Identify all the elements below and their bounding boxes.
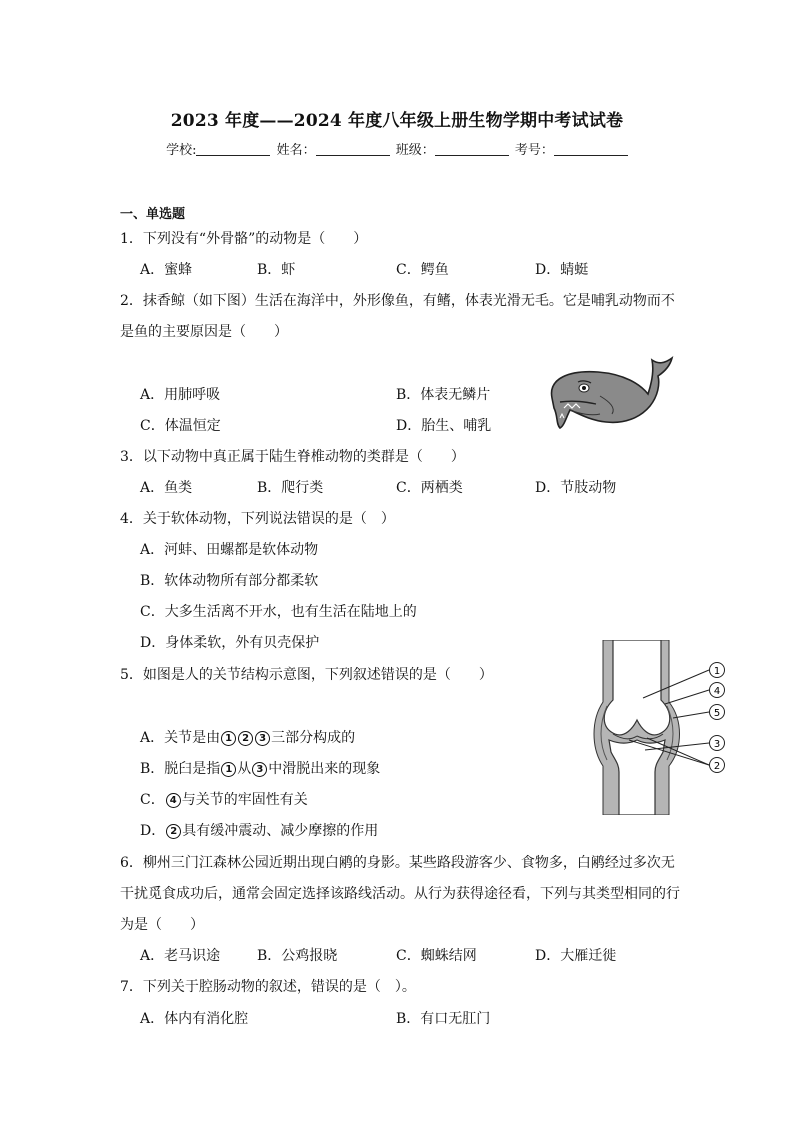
name-label: 姓名： [276,143,316,158]
q5-option-a[interactable]: A．关节是由 1 2 3 三部分构成的 [140,730,356,746]
student-info-line [0,139,794,158]
joint-label-4 [710,683,725,698]
joint-label-1 [710,663,725,678]
q5-option-b[interactable]: B．脱臼是指 1 从 3 中滑脱出来的现象 [140,761,381,777]
q6-option-b[interactable]: B．公鸡报晓 [257,948,338,964]
section-heading: 一、单选题 [120,207,186,222]
exam-number-label: 考号： [514,143,554,158]
exam-title: 2023 年度——2024 年度八年级上册生物学期中考试试卷 [170,111,624,131]
svg-text:2: 2 [713,761,721,772]
q4-option-b[interactable]: B．软体动物所有部分都柔软 [140,573,319,589]
question-1-stem: 1．下列没有“外骨骼”的动物是（ ） [120,231,368,247]
q6-option-d[interactable]: D．大雁迁徙 [535,948,617,964]
class-blank[interactable] [435,143,509,156]
q5-option-c[interactable]: C． 4 与关节的牢固性有关 [140,792,308,808]
q3-option-c[interactable]: C．两栖类 [396,480,463,496]
joint-label-5 [710,705,725,720]
question-4-stem: 4．关于软体动物，下列说法错误的是（ ） [120,511,395,527]
svg-text:3: 3 [713,739,721,750]
q5-option-d[interactable]: D． 2 具有缓冲震动、减少摩擦的作用 [140,823,379,839]
svg-text:5: 5 [713,708,721,719]
svg-text:1: 1 [713,666,721,677]
q1-option-c[interactable]: C．鳄鱼 [396,262,449,278]
name-blank[interactable] [316,143,390,156]
q3-option-d[interactable]: D．节肢动物 [535,480,617,496]
q2-option-d[interactable]: D．胎生、哺乳 [396,418,492,434]
question-6-stem-line-1: 6．柳州三门江森林公园近期出现白鹇的身影。某些路段游客少、食物多，白鹇经过多次无 [120,855,675,871]
q6-option-c[interactable]: C．蜘蛛结网 [396,948,477,964]
q2-option-a[interactable]: A．用肺呼吸 [140,387,221,403]
question-2-stem-line-1: 2．抹香鲸（如下图）生活在海洋中，外形像鱼，有鳍，体表光滑无毛。它是哺乳动物而不 [120,293,675,309]
question-3-stem: 3．以下动物中真正属于陆生脊椎动物的类群是（ ） [120,449,465,465]
q1-option-b[interactable]: B．虾 [257,262,296,278]
q4-option-a[interactable]: A．河蚌、田螺都是软体动物 [140,542,319,558]
q1-option-d[interactable]: D．蜻蜓 [535,262,589,278]
q7-option-b[interactable]: B．有口无肛门 [396,1011,491,1027]
knee-joint-diagram [585,640,735,815]
svg-text:4: 4 [713,686,721,697]
school-label: 学校: [166,143,197,158]
question-6-stem-line-3: 为是（ ） [120,917,204,933]
class-label: 班级： [395,143,435,158]
q4-option-c[interactable]: C．大多生活离不开水，也有生活在陆地上的 [140,604,417,620]
sperm-whale-icon [540,352,675,434]
question-2-stem-line-2: 是鱼的主要原因是（ ） [120,324,288,340]
exam-number-blank[interactable] [554,143,628,156]
school-blank[interactable] [196,143,270,156]
q1-option-a[interactable]: A．蜜蜂 [140,262,193,278]
q4-option-d[interactable]: D．身体柔软，外有贝壳保护 [140,635,320,651]
q6-option-a[interactable]: A．老马识途 [140,948,221,964]
q3-option-b[interactable]: B．爬行类 [257,480,324,496]
joint-label-2 [710,758,725,773]
joint-label-3 [710,736,725,751]
q3-option-a[interactable]: A．鱼类 [140,480,193,496]
q7-option-a[interactable]: A．体内有消化腔 [140,1011,249,1027]
question-6-stem-line-2: 干扰觅食成功后，通常会固定选择该路线活动。从行为获得途径看，下列与其类型相同的行 [120,886,680,902]
q2-option-c[interactable]: C．体温恒定 [140,418,221,434]
q2-option-b[interactable]: B．体表无鳞片 [396,387,491,403]
question-5-stem: 5．如图是人的关节结构示意图，下列叙述错误的是（ ） [120,667,493,683]
question-7-stem: 7．下列关于腔肠动物的叙述，错误的是（ ）。 [120,979,416,995]
